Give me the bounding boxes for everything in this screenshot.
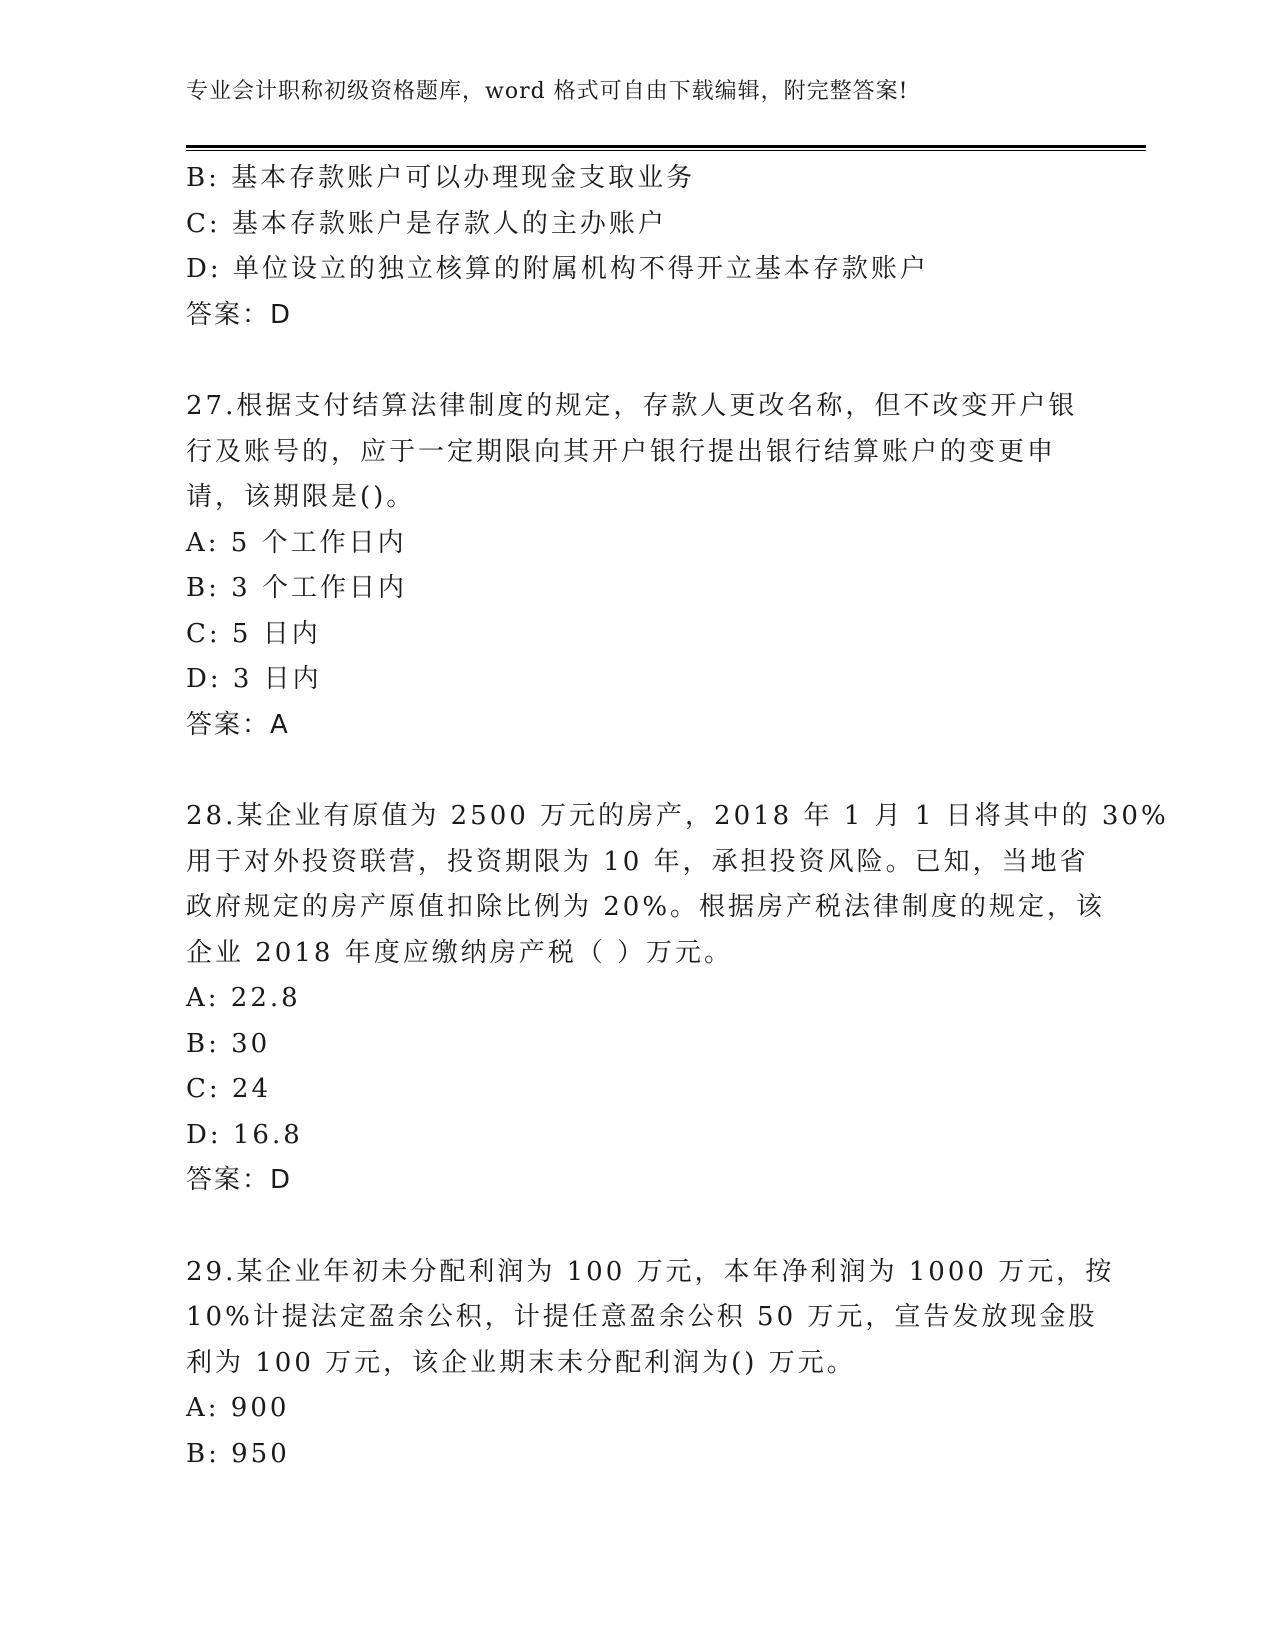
question-block-26 xyxy=(186,156,1086,338)
question-text-line: 政府规定的房产原值扣除比例为 20%。根据房产税法律制度的规定，该 xyxy=(186,892,1106,922)
question-text-line: 行及账号的，应于一定期限向其开户银行提出银行结算账户的变更申 xyxy=(186,436,1057,467)
spacer xyxy=(186,338,1086,384)
option-b: B: 30 xyxy=(186,1028,271,1059)
option-c: C: 24 xyxy=(186,1074,272,1104)
header-rule-thick xyxy=(186,145,1146,148)
page-header: 专业会计职称初级资格题库，word 格式可自由下载编辑，附完整答案! xyxy=(186,79,909,104)
answer-line: 答案：A xyxy=(186,709,290,740)
option-c: C: 基本存款账户是存款人的主办账户 xyxy=(186,208,667,239)
question-text-line: 29.某企业年初未分配利润为 100 万元，本年净利润为 1000 万元，按 xyxy=(186,1256,1115,1287)
question-text-line: 用于对外投资联营，投资期限为 10 年，承担投资风险。已知，当地省 xyxy=(186,846,1089,877)
option-d: D: 3 日内 xyxy=(186,664,322,694)
question-block-28 xyxy=(186,794,1169,1204)
question-list xyxy=(186,156,1169,1477)
answer-line: 答案：D xyxy=(186,1165,293,1195)
answer-line: 答案：D xyxy=(186,299,293,330)
option-a: A: 900 xyxy=(186,1393,290,1423)
question-text-line: 企业 2018 年度应缴纳房产税（ ）万元。 xyxy=(186,937,733,968)
option-d: D: 16.8 xyxy=(186,1119,303,1150)
option-b: B: 950 xyxy=(186,1438,290,1469)
option-c: C: 5 日内 xyxy=(186,618,321,649)
question-text-line: 请，该期限是()。 xyxy=(186,482,416,512)
header-rule-thin xyxy=(186,150,1146,151)
option-b: B: 基本存款账户可以办理现金支取业务 xyxy=(186,163,696,193)
spacer xyxy=(186,748,1086,794)
question-block-29 xyxy=(186,1250,1115,1478)
option-a: A: 22.8 xyxy=(186,983,301,1013)
option-d: D: 单位设立的独立核算的附属机构不得开立基本存款账户 xyxy=(186,254,929,284)
question-text-line: 10%计提法定盈余公积，计提任意盈余公积 50 万元，宣告发放现金股 xyxy=(186,1302,1098,1332)
question-text-line: 利为 100 万元，该企业期末未分配利润为() 万元。 xyxy=(186,1347,856,1378)
spacer xyxy=(186,1204,1086,1250)
option-b: B: 3 个工作日内 xyxy=(186,573,407,603)
question-text-line: 28.某企业有原值为 2500 万元的房产，2018 年 1 月 1 日将其中的 30% xyxy=(186,801,1169,831)
question-text-line: 27.根据支付结算法律制度的规定，存款人更改名称，但不改变开户银 xyxy=(186,391,1078,421)
question-block-27 xyxy=(186,384,1086,748)
option-a: A: 5 个工作日内 xyxy=(186,527,407,558)
